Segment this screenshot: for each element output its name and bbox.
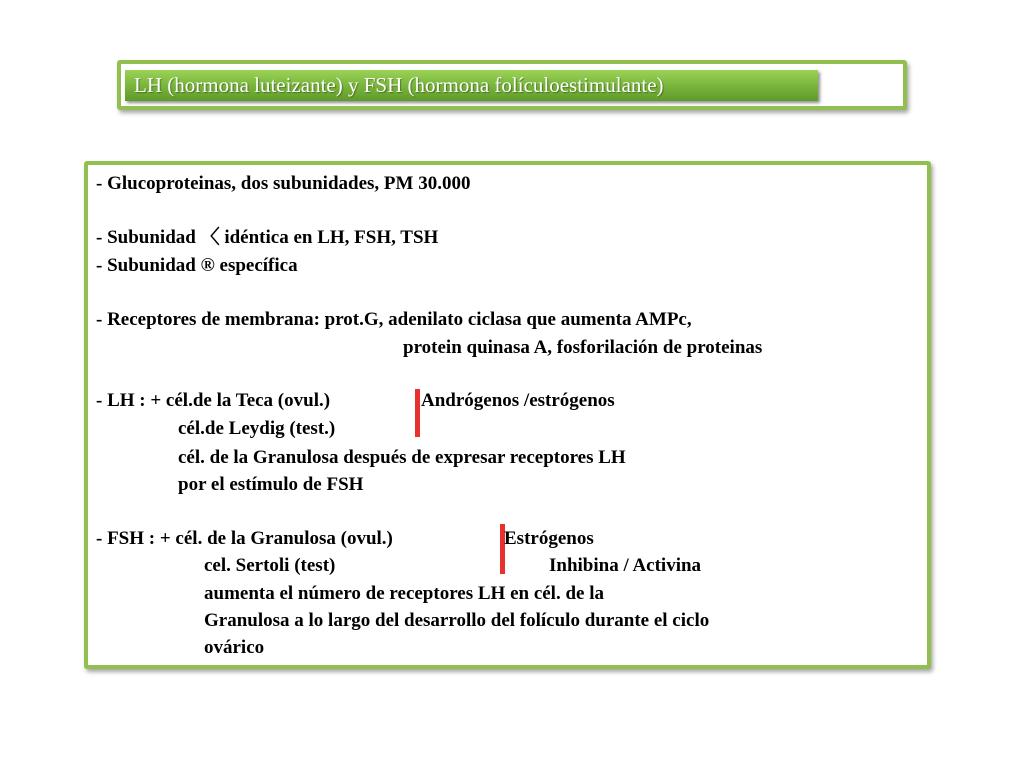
line-subunidad-alfa: - Subunidad 〈 idéntica en LH, FSH, TSH	[96, 227, 439, 248]
line-fsh-result2: Inhibina / Activina	[549, 555, 702, 576]
line-fsh-result1: Estrógenos	[504, 528, 594, 549]
title-bar	[125, 70, 818, 101]
line-subunidad-beta: - Subunidad ® específica	[96, 255, 298, 276]
line-protein-quinasa: protein quinasa A, fosforilación de proteinas	[403, 337, 763, 358]
line-fsh-aumenta: aumenta el número de receptores LH en cél. de la	[204, 583, 604, 604]
line-fsh-ovarico: ovárico	[204, 637, 265, 658]
slide-title: LH (hormona luteizante) y FSH (hormona folículoestimulante)	[134, 73, 664, 97]
title-frame	[117, 60, 907, 110]
lh-red-bracket	[415, 389, 420, 437]
line-fsh-sertoli: cel. Sertoli (test)	[204, 555, 336, 576]
line-lh-result: Andrógenos /estrógenos	[421, 390, 615, 411]
line-glucoproteinas: - Glucoproteinas, dos subunidades, PM 30.000	[96, 173, 471, 194]
line-lh-granulosa: cél. de la Granulosa después de expresar receptores LH	[178, 447, 626, 468]
line-lh-head: - LH : + cél.de la Teca (ovul.)	[96, 390, 331, 411]
line-lh-leydig: cél.de Leydig (test.)	[178, 418, 336, 439]
line-lh-estimulo: por el estímulo de FSH	[178, 474, 364, 495]
line-receptores: - Receptores de membrana: prot.G, adenilato ciclasa que aumenta AMPc,	[96, 309, 692, 330]
line-fsh-head: - FSH : + cél. de la Granulosa (ovul.)	[96, 528, 393, 549]
line-fsh-granulosa: Granulosa a lo largo del desarrollo del folículo durante el ciclo	[204, 610, 710, 631]
